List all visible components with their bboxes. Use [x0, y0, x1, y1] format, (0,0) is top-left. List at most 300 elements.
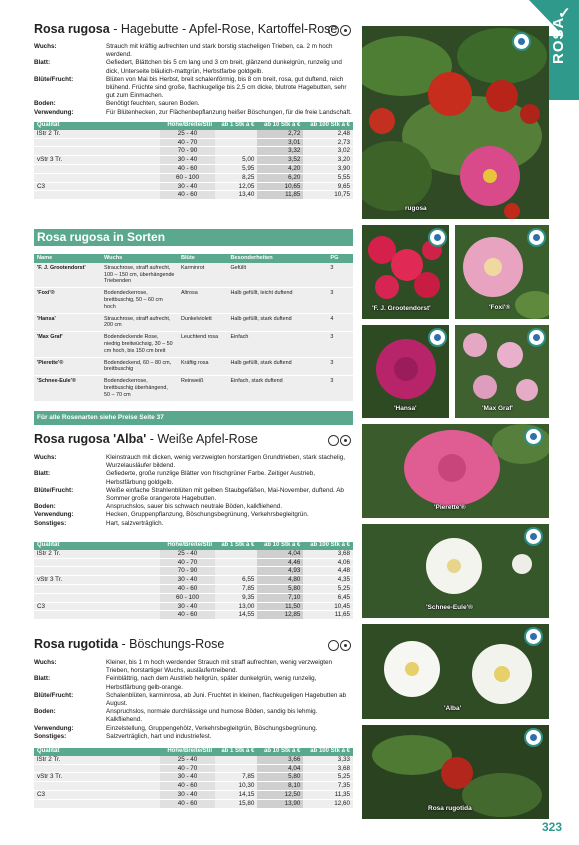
info-value: Blüten von Mai bis Herbst, breit schalenförmig, bis 8 cm breit, rosa, gut duftend, reich blühend. Früchte sind große, flachkugelige bis 2,5 cm dicke, blutrote Hagebutten, sehr gut zum Einmachen.	[106, 75, 347, 100]
column-header: ab 10 Stk à €	[257, 748, 303, 756]
table-cell: Bodendeckerrose, breitbuschig überhängend, 50 – 70 cm	[101, 376, 178, 401]
table-cell: 'F. J. Grootendorst'	[34, 263, 101, 288]
info-row	[34, 470, 353, 486]
photo-rugotida	[362, 725, 549, 819]
table-cell: C3	[34, 602, 160, 611]
table-cell: 25 - 40	[160, 756, 215, 764]
table-cell: 14,15	[215, 790, 257, 799]
table-cell: 12,05	[215, 182, 257, 191]
table-cell: 'Max Graf'	[34, 332, 101, 357]
table-cell: 3,33	[303, 756, 353, 764]
photo-caption: 'F. J. Grootendorst'	[372, 305, 431, 312]
table-cell: 3	[327, 376, 353, 401]
table-cell: 3,90	[303, 164, 353, 173]
table-cell: 4,93	[257, 567, 303, 576]
info-key: Blüte/Frucht:	[34, 75, 74, 83]
table-cell: 13,40	[215, 191, 257, 200]
table-row	[34, 773, 353, 782]
symbol-marks	[327, 433, 351, 451]
table-cell: 3,52	[257, 156, 303, 165]
quality-badge-icon	[428, 228, 447, 247]
info-value: Kleinstrauch mit dicken, wenig verzweigten horstartigen Grundtrieben, stark stachelig, Wurzelausläufer bildend.	[106, 454, 346, 470]
quality-badge-icon	[527, 228, 546, 247]
column-header: Höhe/Breite/Stil	[160, 542, 215, 550]
table-row	[34, 138, 353, 147]
table-cell: 3	[327, 357, 353, 376]
price-table	[34, 748, 353, 809]
column-header: ab 10 Stk à €	[257, 122, 303, 130]
table-cell: Strauchrose, straff aufrecht, 200 cm	[101, 313, 178, 332]
table-cell: 10,65	[257, 182, 303, 191]
table-cell: 5,80	[257, 584, 303, 593]
table-cell: 4,35	[303, 576, 353, 585]
photo-caption: 'Pierette'®	[434, 504, 466, 511]
info-key: Blüte/Frucht:	[34, 691, 74, 699]
table-cell	[34, 147, 160, 156]
info-key: Boden:	[34, 708, 56, 716]
table-cell: 3	[327, 263, 353, 288]
table-row	[34, 567, 353, 576]
table-row	[34, 313, 353, 332]
table-cell: 4,04	[257, 764, 303, 773]
table-cell: 40 - 70	[160, 558, 215, 567]
info-key: Blüte/Frucht:	[34, 486, 74, 494]
info-row	[34, 487, 353, 503]
table-cell: 4,80	[257, 576, 303, 585]
photo-pierette	[362, 424, 549, 518]
info-key: Verwendung:	[34, 724, 74, 732]
table-cell	[34, 764, 160, 773]
table-row	[34, 576, 353, 585]
table-cell	[34, 173, 160, 182]
info-value: Strauch mit kräftig aufrechten und stark borstig stacheligen Trieben, ca. 2 m hoch werdend.	[106, 43, 333, 59]
table-row	[34, 332, 353, 357]
info-value: Salzverträglich, hart und industriefest.	[106, 732, 212, 740]
table-cell	[215, 550, 257, 558]
table-row	[34, 173, 353, 182]
table-header-row	[34, 254, 353, 263]
table-cell: 7,35	[303, 782, 353, 791]
table-row	[34, 602, 353, 611]
info-row	[34, 59, 353, 75]
info-value: Hecken, Gruppenpflanzung, Böschungsbegrünung, Verkehrsbegleitgrün.	[106, 511, 309, 519]
table-cell: lStr 2 Tr.	[34, 550, 160, 558]
table-cell: Einfach	[227, 332, 327, 357]
table-cell: 2,72	[257, 130, 303, 138]
table-cell: Leuchtend rosa	[178, 332, 228, 357]
table-cell	[34, 584, 160, 593]
table-cell: 3,01	[257, 138, 303, 147]
table-cell: 2,73	[303, 138, 353, 147]
info-row	[34, 708, 353, 724]
table-cell	[215, 138, 257, 147]
table-cell: Gefüllt	[227, 263, 327, 288]
info-key: Wuchs:	[34, 454, 57, 461]
section-title	[34, 432, 353, 447]
table-cell: 11,85	[257, 191, 303, 200]
table-cell: 70 - 90	[160, 567, 215, 576]
table-cell: Dunkelviolett	[178, 313, 228, 332]
column-header: ab 10 Stk à €	[257, 542, 303, 550]
table-row	[34, 799, 353, 808]
table-cell: 4,06	[303, 558, 353, 567]
table-cell: Bodendeckerrose, breitbuschig, 50 – 60 cm hoch	[101, 288, 178, 313]
table-header-row	[34, 748, 353, 756]
info-row	[34, 692, 353, 708]
table-row	[34, 782, 353, 791]
table-cell: 14,55	[215, 611, 257, 620]
column-header: PG	[327, 254, 353, 263]
table-cell: 8,10	[257, 782, 303, 791]
table-cell: 25 - 40	[160, 550, 215, 558]
section-rosa-rugosa	[34, 22, 353, 200]
info-key: Boden:	[34, 100, 56, 108]
dot-circle-icon	[340, 640, 351, 651]
column-header: ab 100 Stk à €	[303, 122, 353, 130]
table-cell: 5,00	[215, 156, 257, 165]
table-cell	[215, 764, 257, 773]
table-row	[34, 263, 353, 288]
column-header: Qualität	[34, 542, 160, 550]
table-cell: 40 - 60	[160, 164, 215, 173]
quality-badge-icon	[524, 627, 543, 646]
photo-caption: 'Max Graf'	[482, 405, 513, 412]
table-cell: 10,30	[215, 782, 257, 791]
table-cell: 40 - 60	[160, 611, 215, 620]
table-cell	[34, 611, 160, 620]
table-cell: 7,85	[215, 773, 257, 782]
table-row	[34, 558, 353, 567]
table-cell: 30 - 40	[160, 773, 215, 782]
table-cell: 13,90	[257, 799, 303, 808]
info-key: Verwendung:	[34, 108, 74, 116]
table-cell: vStr 3 Tr.	[34, 576, 160, 585]
info-key: Sonstiges:	[34, 519, 67, 527]
info-key: Blatt:	[34, 675, 51, 683]
photo-hansa	[362, 325, 449, 418]
circle-icon	[328, 435, 339, 446]
table-cell: 10,75	[303, 191, 353, 200]
table-cell: 8,25	[215, 173, 257, 182]
table-cell: 11,65	[303, 611, 353, 620]
table-cell: Karminrot	[178, 263, 228, 288]
table-row	[34, 764, 353, 773]
table-cell	[34, 138, 160, 147]
photo-caption: rugosa	[405, 205, 427, 212]
info-list	[34, 43, 353, 122]
table-row	[34, 164, 353, 173]
title-text: Rosa rugosa	[34, 22, 110, 36]
info-row	[34, 520, 353, 528]
price-table	[34, 542, 353, 620]
table-cell: Halb gefüllt, leicht duftend	[227, 288, 327, 313]
symbol-marks	[327, 638, 351, 656]
table-cell: 3	[327, 332, 353, 357]
table-cell: 13,00	[215, 602, 257, 611]
column-header: Qualität	[34, 122, 160, 130]
table-cell: Einfach, stark duftend	[227, 376, 327, 401]
circle-icon	[328, 640, 339, 651]
table-cell: 10,45	[303, 602, 353, 611]
table-row	[34, 376, 353, 401]
table-cell: 5,25	[303, 773, 353, 782]
info-list	[34, 454, 353, 542]
table-cell: 3,32	[257, 147, 303, 156]
info-value: Kleiner, bis 1 m hoch werdender Strauch mit straff aufrechten, wenig verzweigten Trieben, horstartiger Wuchs, ausläufertreibend.	[106, 659, 332, 675]
dot-circle-icon	[340, 25, 351, 36]
table-cell: 3	[327, 288, 353, 313]
table-cell	[215, 567, 257, 576]
quality-badge-icon	[512, 32, 531, 51]
info-key: Wuchs:	[34, 43, 57, 50]
table-cell	[34, 782, 160, 791]
quality-badge-icon	[527, 328, 546, 347]
table-cell: 40 - 60	[160, 191, 215, 200]
quality-badge-icon	[524, 427, 543, 446]
table-cell: C3	[34, 182, 160, 191]
table-cell: 25 - 40	[160, 130, 215, 138]
column-header: ab 1 Stk à €	[215, 122, 257, 130]
table-row	[34, 611, 353, 620]
photo-schnee-eule	[362, 524, 549, 618]
table-cell: 4	[327, 313, 353, 332]
info-key: Sonstiges:	[34, 732, 67, 740]
info-row	[34, 454, 353, 470]
info-list	[34, 659, 353, 748]
info-value: Feinblättrig, nach dem Austrieb hellgrün, später dunkelgrün, wenig runzelig, Herbstfärbung gelb-orange.	[106, 675, 317, 691]
section-rosa-rugosa-alba	[34, 432, 353, 620]
table-cell: lStr 2 Tr.	[34, 756, 160, 764]
table-cell: 9,35	[215, 593, 257, 602]
table-row	[34, 790, 353, 799]
table-cell: Strauchrose, straff aufrecht, 100 – 150 cm, überhängende Triebenden	[101, 263, 178, 288]
info-row	[34, 725, 353, 733]
table-cell: 60 - 100	[160, 173, 215, 182]
table-cell: 30 - 40	[160, 576, 215, 585]
column-header: ab 1 Stk à €	[215, 542, 257, 550]
table-cell: 3,20	[303, 156, 353, 165]
quality-badge-icon	[428, 328, 447, 347]
info-value: Weiße einfache Strahlenblüten mit gelben Staubgefäßen, Mai-November, duftend. Ab Sommer große orangerote Hagebutten.	[106, 486, 344, 503]
dot-circle-icon	[340, 435, 351, 446]
table-row	[34, 182, 353, 191]
circle-icon	[328, 25, 339, 36]
table-cell: 5,25	[303, 584, 353, 593]
table-cell: Bodendeckende Rose, niedrig breitwüchsig, 30 – 50 cm hoch, bis 150 cm breit	[101, 332, 178, 357]
table-cell: 5,80	[257, 773, 303, 782]
table-cell: 'Pierette'®	[34, 357, 101, 376]
table-cell: 3,66	[257, 756, 303, 764]
price-table	[34, 122, 353, 200]
section-rosa-rugotida	[34, 637, 353, 809]
table-cell: 5,55	[303, 173, 353, 182]
table-header-row	[34, 122, 353, 130]
table-cell	[34, 191, 160, 200]
table-cell	[34, 567, 160, 576]
title-text: Rosa rugosa 'Alba'	[34, 432, 147, 446]
info-value: Einzelstellung, Gruppengehölz, Verkehrsbegleitgrün, Böschungsbegrünung.	[106, 724, 318, 732]
table-cell: 3,68	[303, 550, 353, 558]
page-number: 323	[542, 820, 563, 834]
table-row	[34, 593, 353, 602]
table-cell	[215, 147, 257, 156]
table-cell	[34, 799, 160, 808]
info-key: Boden:	[34, 503, 56, 511]
info-row	[34, 109, 353, 117]
info-key: Blatt:	[34, 470, 51, 478]
table-cell: 40 - 70	[160, 764, 215, 773]
table-cell: Halb gefüllt, stark duftend	[227, 313, 327, 332]
table-row	[34, 130, 353, 138]
table-cell: 'Schnee-Eule'®	[34, 376, 101, 401]
info-row	[34, 100, 353, 108]
column-header: Besonderheiten	[227, 254, 327, 263]
photo-caption: Rosa rugotida	[428, 805, 472, 812]
photo-foxi	[455, 225, 549, 319]
column-header: ab 100 Stk à €	[303, 748, 353, 756]
table-cell: 4,04	[257, 550, 303, 558]
info-value: Anspruchslos, sauer bis schwach neutrale Böden, kalkfliehend.	[106, 503, 283, 511]
table-cell: 'Foxi'®	[34, 288, 101, 313]
table-cell: 5,95	[215, 164, 257, 173]
table-row	[34, 756, 353, 764]
table-cell	[215, 130, 257, 138]
table-cell: vStr 3 Tr.	[34, 156, 160, 165]
table-cell: 9,65	[303, 182, 353, 191]
table-row	[34, 584, 353, 593]
table-header-row	[34, 542, 353, 550]
column-header: ab 1 Stk à €	[215, 748, 257, 756]
subtitle-text: - Hagebutte - Apfel-Rose, Kartoffel-Rose	[109, 22, 338, 36]
table-cell: 3,68	[303, 764, 353, 773]
checkmark-icon: ✓	[558, 5, 571, 22]
table-cell: vStr 3 Tr.	[34, 773, 160, 782]
table-cell: lStr 2 Tr.	[34, 130, 160, 138]
table-cell: 30 - 40	[160, 182, 215, 191]
table-cell: 40 - 70	[160, 138, 215, 147]
table-cell: 12,50	[257, 790, 303, 799]
photo-rugosa	[362, 26, 549, 219]
table-cell: 2,48	[303, 130, 353, 138]
photo-alba	[362, 624, 549, 719]
info-value: Gefiedert, Blättchen bis 5 cm lang und 3 cm breit, glänzend dunkelgrün, runzelig und dick, Unterseite bläulich-mattgrün, Herbstfarbe goldgelb.	[106, 59, 342, 75]
column-header: ab 100 Stk à €	[303, 542, 353, 550]
table-cell: C3	[34, 790, 160, 799]
quality-badge-icon	[524, 527, 543, 546]
table-cell: 12,85	[257, 611, 303, 620]
info-row	[34, 675, 353, 691]
table-cell	[34, 164, 160, 173]
section-title	[34, 22, 353, 37]
table-cell: 6,55	[215, 576, 257, 585]
table-cell: Bodendeckend, 60 – 80 cm, breitbuschig	[101, 357, 178, 376]
table-cell: Altrosa	[178, 288, 228, 313]
info-value: Hart, salzverträglich.	[106, 519, 164, 527]
table-cell: 30 - 40	[160, 156, 215, 165]
table-row	[34, 550, 353, 558]
sorten-table	[34, 254, 353, 402]
table-cell: 12,60	[303, 799, 353, 808]
info-value: Schalenblüten, karminrosa, ab Juni. Fruchtet in kleinen, flachkugeligen Hagebutten ab August.	[106, 691, 347, 708]
table-cell	[215, 558, 257, 567]
table-cell: 11,50	[257, 602, 303, 611]
column-header: Qualität	[34, 748, 160, 756]
info-key: Verwendung:	[34, 511, 74, 519]
info-row	[34, 43, 353, 59]
table-cell: 40 - 60	[160, 584, 215, 593]
section-title	[34, 637, 353, 652]
column-header: Name	[34, 254, 101, 263]
photo-caption: 'Foxi'®	[489, 304, 511, 311]
subtitle-text: - Weiße Apfel-Rose	[146, 432, 258, 446]
table-row	[34, 156, 353, 165]
table-cell	[215, 756, 257, 764]
photo-caption: 'Hansa'	[394, 405, 417, 412]
table-cell: 6,45	[303, 593, 353, 602]
table-cell: 4,46	[257, 558, 303, 567]
table-cell: Kräftig rosa	[178, 357, 228, 376]
info-row	[34, 511, 353, 519]
column-header: Höhe/Breite/Stil	[160, 748, 215, 756]
info-row	[34, 733, 353, 741]
table-cell: 7,85	[215, 584, 257, 593]
table-row	[34, 357, 353, 376]
info-key: Blatt:	[34, 59, 51, 67]
info-row	[34, 503, 353, 511]
photo-max-graf	[455, 325, 549, 418]
column-header: Blüte	[178, 254, 228, 263]
table-cell: 15,80	[215, 799, 257, 808]
table-row	[34, 191, 353, 200]
table-cell: 60 - 100	[160, 593, 215, 602]
column-header: Wuchs	[101, 254, 178, 263]
sorten-title: Rosa rugosa in Sorten	[34, 229, 353, 246]
table-cell: 30 - 40	[160, 790, 215, 799]
subtitle-text: - Böschungs-Rose	[118, 637, 225, 651]
info-key: Wuchs:	[34, 659, 57, 666]
sorten-footer: Für alle Rosenarten siehe Preise Seite 37	[34, 411, 353, 425]
info-row	[34, 659, 353, 675]
info-value: Für Blütenhecken, zur Flächenbepflanzung heißer Böschungen, für die freie Landschaft.	[106, 108, 352, 116]
table-cell: 11,35	[303, 790, 353, 799]
table-cell	[34, 593, 160, 602]
table-cell: 40 - 60	[160, 782, 215, 791]
table-cell: 4,20	[257, 164, 303, 173]
table-cell: 'Hansa'	[34, 313, 101, 332]
quality-badge-icon	[524, 728, 543, 747]
title-text: Rosa rugotida	[34, 637, 119, 651]
table-cell: 30 - 40	[160, 602, 215, 611]
table-row	[34, 147, 353, 156]
info-value: Anspruchslos, normale durchlässige und humose Böden, sandig bis lehmig. Kalkfliehend.	[106, 708, 318, 724]
table-cell: 4,48	[303, 567, 353, 576]
info-value: Benötigt feuchten, sauren Boden.	[106, 100, 200, 108]
table-cell: 7,10	[257, 593, 303, 602]
table-cell: 40 - 60	[160, 799, 215, 808]
photo-caption: 'Alba'	[444, 705, 462, 712]
table-cell: Reinweiß	[178, 376, 228, 401]
sorten-table-wrap	[34, 254, 353, 402]
symbol-marks	[327, 23, 351, 41]
photo-grootendorst	[362, 225, 449, 319]
column-header: Höhe/Breite/Stil	[160, 122, 215, 130]
table-cell	[34, 558, 160, 567]
table-cell: Halb gefüllt, stark duftend	[227, 357, 327, 376]
photo-caption: 'Schnee-Eule'®	[426, 604, 473, 611]
table-row	[34, 288, 353, 313]
info-value: Gefiederte, große runzlige Blätter von frischgrüner Farbe. Zeitiger Austrieb, Herbstfärbung goldgelb.	[106, 470, 315, 486]
table-cell: 70 - 90	[160, 147, 215, 156]
